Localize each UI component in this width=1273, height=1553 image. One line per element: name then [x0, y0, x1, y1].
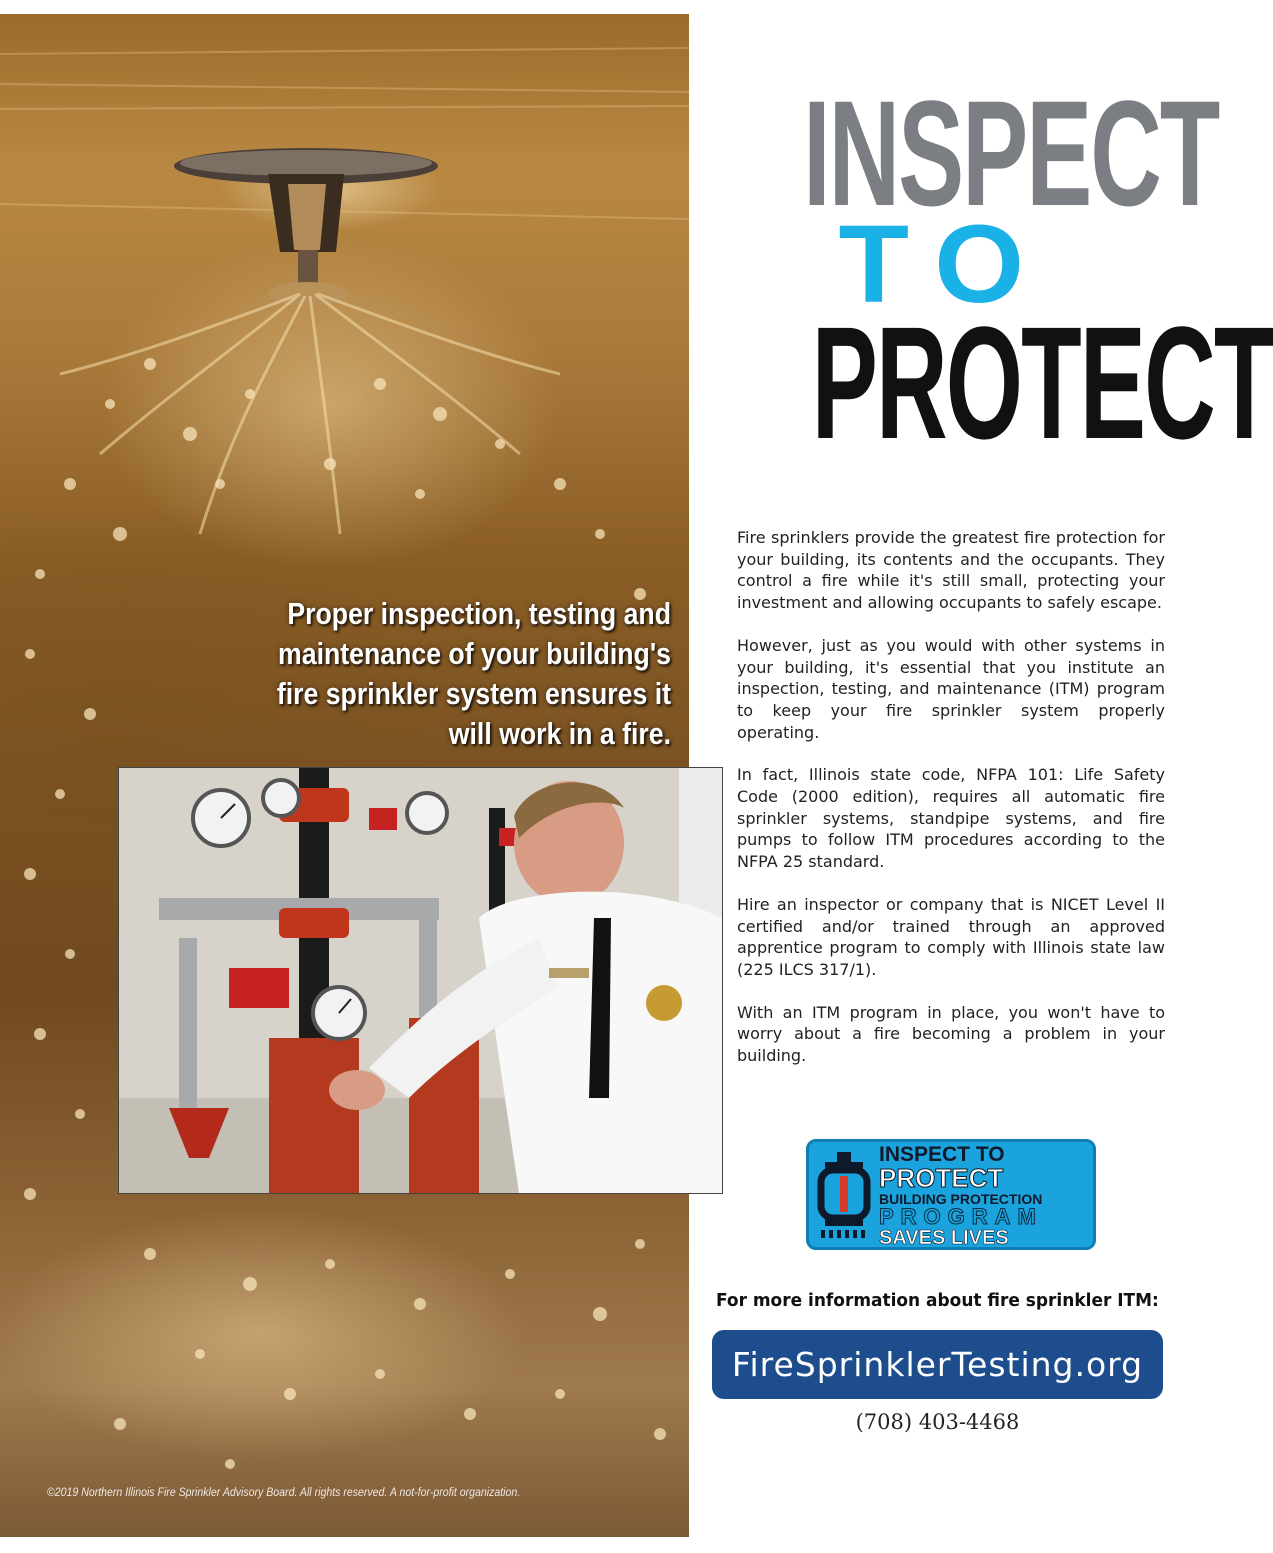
body-paragraph: Fire sprinklers provide the greatest fire protection for your building, its contents and the occupants. They control a fire while it's still small, protecting your investment and allowing occupants to safely escape. [737, 528, 1165, 613]
logo-line-saves-lives: SAVES LIVES [879, 1227, 1009, 1249]
logo-line-protect: PROTECT [879, 1163, 1004, 1193]
logo-line-inspect-to: INSPECT TO [879, 1143, 1005, 1166]
copyright-notice: ©2019 Northern Illinois Fire Sprinkler Advisory Board. All rights reserved. A not-for-profit organization. [47, 1485, 521, 1499]
headline-protect: PROTECT [811, 293, 1273, 472]
logo-line-building-protection: BUILDING PROTECTION [879, 1191, 1043, 1207]
more-info-prompt: For more information about fire sprinkler ITM: [716, 1291, 1159, 1311]
body-paragraph: With an ITM program in place, you won't have to worry about a fire becoming a problem in your building. [737, 1002, 1165, 1066]
inspector-at-riser-photo [118, 767, 723, 1194]
headline-inspect: INSPECT [803, 69, 1219, 237]
valve-icon [817, 1152, 871, 1238]
body-paragraph: Hire an inspector or company that is NICET Level II certified and/or trained through an approved apprentice program to comply with Illinois state law (225 ILCS 317/1). [737, 894, 1165, 979]
body-paragraph: However, just as you would with other systems in your building, it's essential that you institute an inspection, testing, and maintenance (ITM) program to keep your fire sprinkler system properly operating. [737, 635, 1165, 742]
photo-tagline: Proper inspection, testing and maintenance of your building's fire sprinkler system ensures it will work in a fire. [276, 596, 671, 751]
body-paragraph: In fact, Illinois state code, NFPA 101: Life Safety Code (2000 edition), requires all automatic fire sprinkler systems, standpipe systems, and fire pumps to follow ITM procedures according to the NFPA 25 standard. [737, 765, 1165, 872]
riser-room-illustration [119, 768, 722, 1193]
website-link[interactable]: FireSprinklerTesting.org [712, 1330, 1163, 1399]
phone-number: (708) 403-4468 [855, 1410, 1020, 1434]
logo-line-program: PROGRAM [879, 1204, 1043, 1229]
headline [730, 69, 1273, 472]
body-copy [737, 527, 1165, 1088]
headline-to: TO [838, 203, 1052, 326]
program-logo [806, 1139, 1096, 1250]
